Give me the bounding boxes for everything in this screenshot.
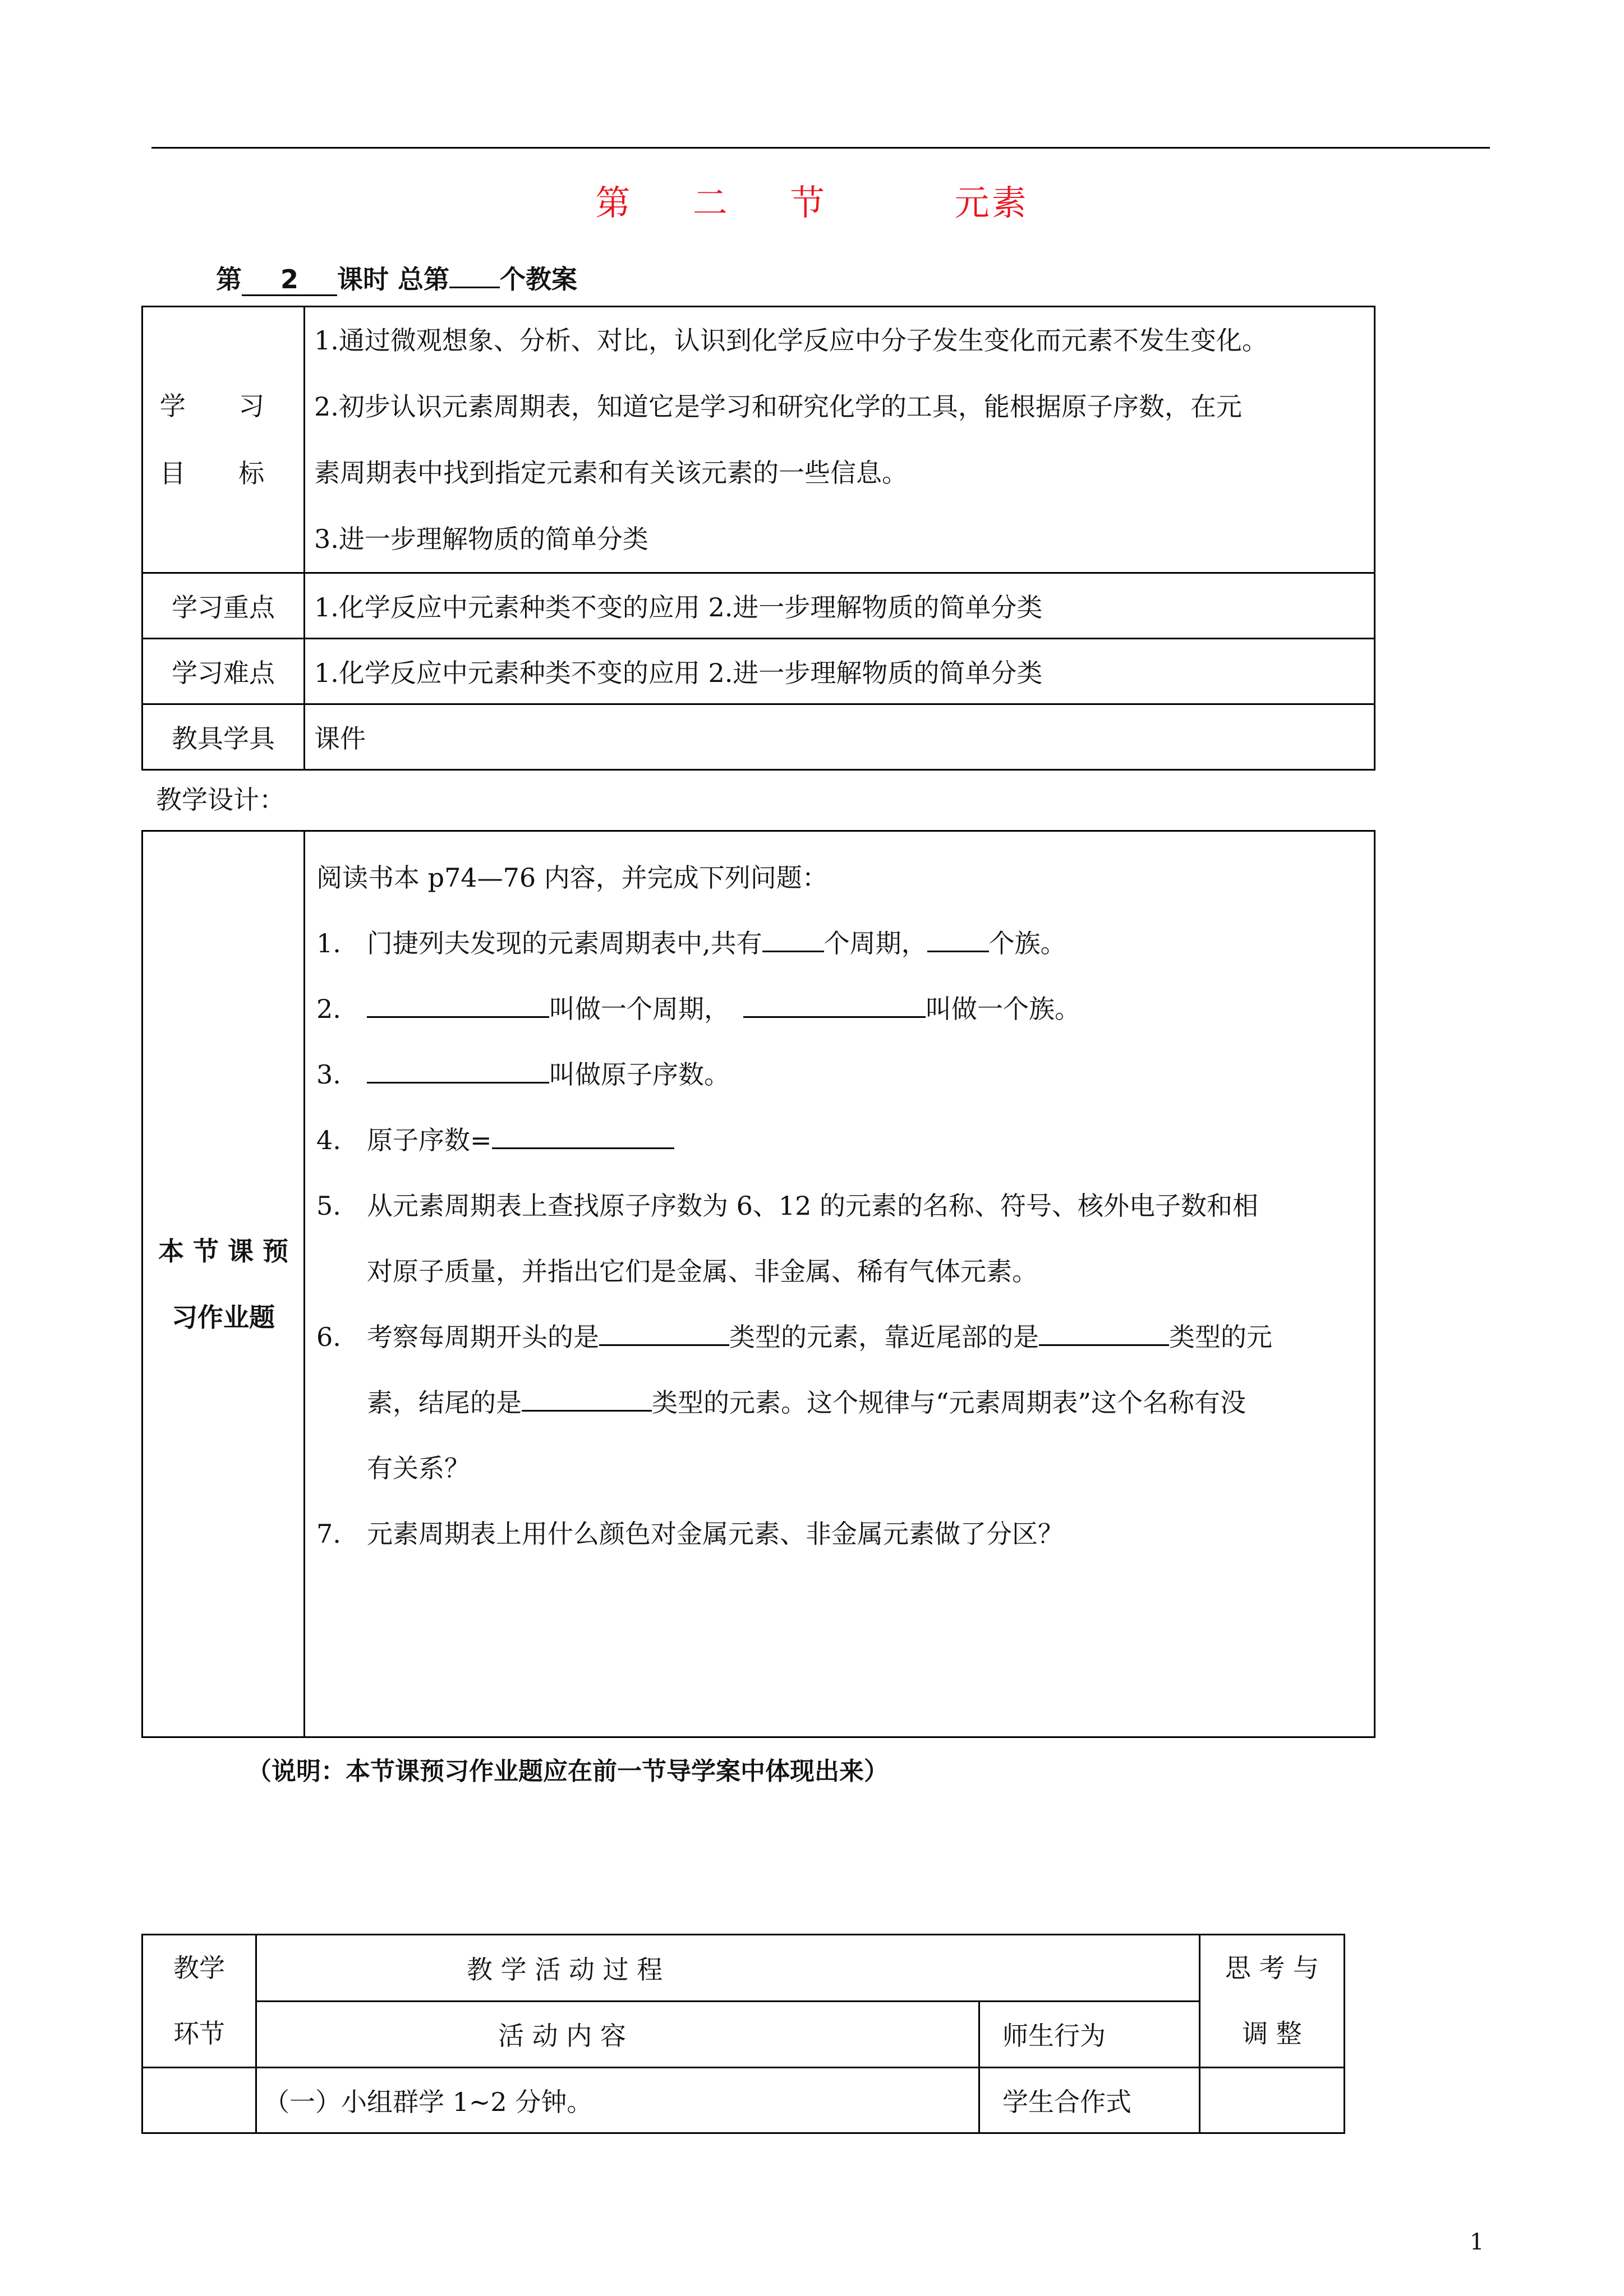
question-1: 1. 门捷列夫发现的元素周期表中,共有 个周期， 个族。	[316, 928, 1066, 958]
question-5-cont: 对原子质量，并指出它们是金属、非金属、稀有气体元素。	[367, 1256, 1038, 1287]
answer-blank	[762, 951, 824, 952]
key-points-label: 学习重点	[142, 573, 305, 639]
difficulties-label: 学习难点	[142, 639, 305, 704]
behavior-header: 师生行为	[979, 2001, 1200, 2068]
question-6-cont: 素，结尾的是 类型的元素。这个规律与“元素周期表”这个名称有没	[367, 1387, 1246, 1418]
lesson-line: 第 2 课时 总第 个教案	[216, 259, 577, 296]
question-2: 2. 叫做一个周期， 叫做一个族。	[316, 994, 1080, 1024]
info-table	[141, 306, 1375, 771]
behavior-cell: 学生合作式	[979, 2068, 1200, 2133]
process-header: 教 学 活 动 过 程	[256, 1935, 1200, 2002]
reflect-header: 思 考 与 调 整	[1200, 1935, 1345, 2068]
title-part: 第	[595, 182, 633, 223]
preview-intro: 阅读书本 p74—76 内容，并完成下列问题：	[316, 863, 828, 893]
content-header: 活 动 内 容	[256, 2001, 979, 2068]
answer-blank	[743, 1016, 926, 1018]
page-number: 1	[1470, 2229, 1484, 2255]
tools-content: 课件	[305, 704, 1375, 770]
tools-label: 教具学具	[142, 704, 305, 770]
answer-blank	[1039, 1344, 1169, 1346]
preview-questions	[305, 831, 1375, 1737]
stage-cell	[142, 2068, 256, 2133]
header-rule	[151, 147, 1490, 149]
title-part: 节	[790, 182, 827, 223]
answer-blank	[492, 1147, 674, 1149]
preview-table	[141, 830, 1375, 1738]
question-6-cont: 有关系？	[367, 1453, 470, 1483]
question-6: 6. 考察每周期开头的是 类型的元素，靠近尾部的是 类型的元	[316, 1322, 1272, 1352]
total-lesson-blank	[449, 287, 500, 288]
answer-blank	[522, 1410, 652, 1412]
answer-blank	[367, 1016, 549, 1018]
preview-label: 本 节 课 预 习作业题	[142, 831, 305, 1737]
lesson-number: 2	[242, 264, 337, 296]
key-points-content: 1.化学反应中元素种类不变的应用 2.进一步理解物质的简单分类	[305, 573, 1375, 639]
process-table	[141, 1934, 1345, 2134]
note-text: （说明：本节课预习作业题应在前一节导学案中体现出来）	[247, 1757, 889, 1786]
question-5: 5. 从元素周期表上查找原子序数为 6、12 的元素的名称、符号、核外电子数和相	[316, 1191, 1259, 1221]
design-label: 教学设计：	[156, 785, 285, 815]
question-3: 3. 叫做原子序数。	[316, 1059, 730, 1090]
stage-header: 教学 环节	[142, 1935, 256, 2068]
page-title	[0, 175, 1624, 225]
answer-blank	[599, 1344, 729, 1346]
question-7: 7. 元素周期表上用什么颜色对金属元素、非金属元素做了分区？	[316, 1519, 1064, 1549]
goals-label: 学 习 目 标	[142, 307, 305, 573]
title-part: 二	[692, 182, 730, 223]
difficulties-content: 1.化学反应中元素种类不变的应用 2.进一步理解物质的简单分类	[305, 639, 1375, 704]
question-4: 4. 原子序数=	[316, 1108, 1368, 1173]
answer-blank	[367, 1082, 549, 1084]
title-part: 元素	[954, 182, 1029, 223]
activity-cell: （一）小组群学 1~2 分钟。	[256, 2068, 979, 2133]
goals-content: 1.通过微观想象、分析、对比，认识到化学反应中分子发生变化而元素不发生变化。 2.初步认识元素周期表，知道它是学习和研究化学的工具，能根据原子序数，在元 素周期表中找到指定元素和有关该元素的一些信息。 3.进一步理解物质的简单分类	[305, 307, 1375, 573]
answer-blank	[927, 951, 989, 952]
reflect-cell	[1200, 2068, 1345, 2133]
